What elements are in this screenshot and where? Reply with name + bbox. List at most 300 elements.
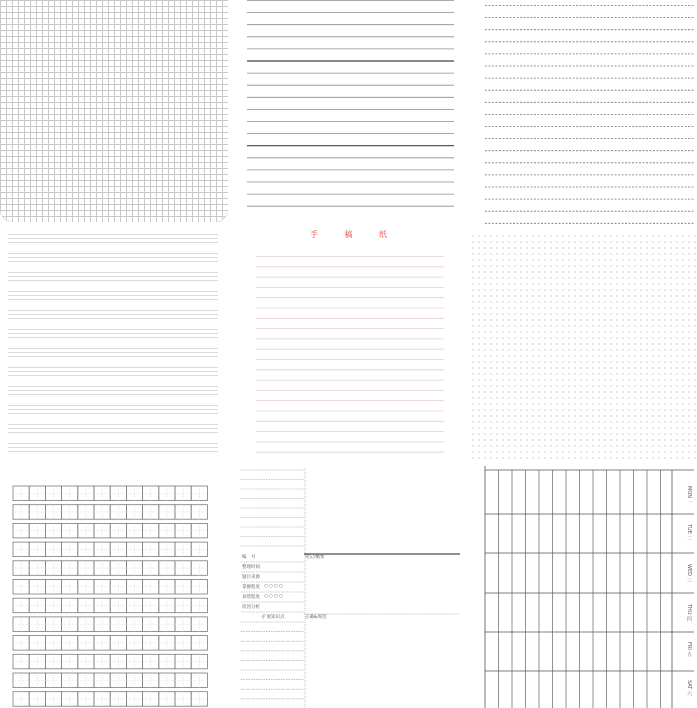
grid-dot [592, 337, 593, 338]
grid-dot [508, 271, 509, 272]
grid-dot [478, 355, 479, 356]
grid-dot [682, 307, 683, 308]
grid-dot [568, 337, 569, 338]
grid-dot [508, 421, 509, 422]
grid-dot [556, 367, 557, 368]
grid-dot [682, 451, 683, 452]
grid-dot [610, 415, 611, 416]
grid-dot [502, 331, 503, 332]
grid-dot [676, 319, 677, 320]
grid-dot [634, 403, 635, 404]
grid-dot [496, 349, 497, 350]
grid-dot [610, 391, 611, 392]
grid-dot [490, 301, 491, 302]
grid-dot [478, 265, 479, 266]
square-grid-template[interactable] [0, 0, 228, 222]
grid-dot [484, 337, 485, 338]
grid-dot [532, 235, 533, 236]
grid-dot [628, 451, 629, 452]
grid-dot [574, 277, 575, 278]
grid-dot [646, 397, 647, 398]
grid-dot [628, 277, 629, 278]
grid-dot [580, 349, 581, 350]
grid-dot [556, 421, 557, 422]
grid-dot [508, 451, 509, 452]
ruled-lines-template[interactable] [247, 0, 454, 210]
grid-dot [526, 295, 527, 296]
grid-dot [634, 355, 635, 356]
grid-dot [484, 391, 485, 392]
grid-dot [484, 367, 485, 368]
grid-dot [532, 253, 533, 254]
grid-dot [592, 247, 593, 248]
grid-dot [550, 337, 551, 338]
grid-dot [598, 277, 599, 278]
grid-dot [670, 355, 671, 356]
manuscript-paper-template[interactable] [246, 226, 451, 461]
grid-dot [592, 421, 593, 422]
dot-grid-template[interactable] [470, 232, 697, 462]
grid-dot [640, 247, 641, 248]
grid-dot [646, 427, 647, 428]
grid-dot [496, 247, 497, 248]
grid-dot [538, 391, 539, 392]
grid-dot [604, 265, 605, 266]
cornell-notes-template[interactable] [238, 464, 462, 708]
grid-dot [622, 367, 623, 368]
grid-dot [652, 319, 653, 320]
grid-dot [526, 271, 527, 272]
grid-dot [514, 337, 515, 338]
grid-dot [556, 343, 557, 344]
grid-dot [478, 331, 479, 332]
grid-dot [634, 319, 635, 320]
grid-dot [544, 343, 545, 344]
grid-dot [532, 247, 533, 248]
grid-dot [472, 427, 473, 428]
grid-dot [640, 283, 641, 284]
grid-dot [616, 421, 617, 422]
grid-dot [502, 319, 503, 320]
grid-dot [550, 235, 551, 236]
grid-dot [646, 235, 647, 236]
grid-dot [682, 253, 683, 254]
grid-dot [616, 433, 617, 434]
grid-dot [562, 241, 563, 242]
grid-dot [610, 319, 611, 320]
grid-dot [502, 343, 503, 344]
grid-dot [496, 343, 497, 344]
grid-dot [478, 325, 479, 326]
grid-dot [670, 385, 671, 386]
grid-dot [676, 343, 677, 344]
grid-dot [682, 325, 683, 326]
grid-dot [682, 379, 683, 380]
grid-dot [610, 235, 611, 236]
grid-dot [562, 445, 563, 446]
grid-dot [532, 265, 533, 266]
grid-dot [484, 343, 485, 344]
grid-dot [538, 427, 539, 428]
grid-dot [514, 325, 515, 326]
grid-dot [526, 319, 527, 320]
grid-dot [586, 259, 587, 260]
grid-dot [538, 355, 539, 356]
grid-dot [646, 385, 647, 386]
grid-dot [622, 373, 623, 374]
grid-dot [634, 409, 635, 410]
grid-dot [490, 409, 491, 410]
grid-dot [532, 451, 533, 452]
grid-dot [472, 409, 473, 410]
grid-dot [634, 283, 635, 284]
grid-dot [538, 397, 539, 398]
grid-dot [586, 439, 587, 440]
grid-dot [640, 319, 641, 320]
grid-dot [526, 457, 527, 458]
weekly-planner-template[interactable] [484, 466, 697, 708]
grid-dot [514, 259, 515, 260]
grid-dot [502, 391, 503, 392]
grid-dot [616, 307, 617, 308]
grid-dot [502, 283, 503, 284]
grid-dot [658, 409, 659, 410]
grid-dot [484, 355, 485, 356]
grid-dot [538, 301, 539, 302]
grid-dot [616, 253, 617, 254]
grid-dot [598, 385, 599, 386]
grid-dot [496, 409, 497, 410]
grid-dot [676, 265, 677, 266]
grid-dot [682, 361, 683, 362]
grid-dot [640, 409, 641, 410]
grid-dot [502, 361, 503, 362]
grid-dot [502, 427, 503, 428]
grid-dot [682, 409, 683, 410]
grid-dot [484, 451, 485, 452]
grid-dot [598, 319, 599, 320]
grid-dot [604, 259, 605, 260]
grid-dot [670, 349, 671, 350]
grid-dot [640, 457, 641, 458]
grid-dot [670, 307, 671, 308]
grid-dot [508, 265, 509, 266]
grid-dot [508, 349, 509, 350]
grid-dot [568, 271, 569, 272]
grid-dot [580, 313, 581, 314]
grid-dot [538, 409, 539, 410]
cornell-extend-label: 扩展知识点 [262, 615, 285, 620]
grid-dot [688, 247, 689, 248]
grid-dot [520, 355, 521, 356]
grid-dot [496, 277, 497, 278]
grid-dot [688, 325, 689, 326]
grid-dot [694, 271, 695, 272]
grid-dot [484, 331, 485, 332]
multi-ruled-template[interactable] [8, 232, 218, 460]
grid-dot [502, 337, 503, 338]
grid-dot [622, 253, 623, 254]
grid-dot [622, 259, 623, 260]
grid-dot [616, 349, 617, 350]
grid-dot [622, 325, 623, 326]
grid-dot [514, 295, 515, 296]
manuscript-title: 手 稿 纸 [309, 230, 400, 239]
grid-dot [694, 289, 695, 290]
grid-dot [604, 361, 605, 362]
tianzige-template[interactable] [10, 482, 215, 708]
grid-dot [502, 373, 503, 374]
grid-dot [526, 307, 527, 308]
grid-dot [544, 409, 545, 410]
grid-dot [646, 241, 647, 242]
grid-dot [514, 391, 515, 392]
grid-dot [532, 445, 533, 446]
grid-dot [634, 457, 635, 458]
grid-dot [664, 391, 665, 392]
grid-dot [532, 331, 533, 332]
grid-dot [604, 277, 605, 278]
grid-dot [520, 301, 521, 302]
grid-dot [574, 373, 575, 374]
grid-dot [568, 253, 569, 254]
grid-dot [682, 295, 683, 296]
grid-dot [490, 451, 491, 452]
grid-dot [646, 439, 647, 440]
grid-dot [508, 301, 509, 302]
grid-dot [550, 313, 551, 314]
grid-dot [472, 325, 473, 326]
grid-dot [658, 403, 659, 404]
grid-dot [520, 445, 521, 446]
grid-dot [592, 313, 593, 314]
grid-dot [610, 349, 611, 350]
grid-dot [544, 241, 545, 242]
grid-dot [652, 367, 653, 368]
grid-dot [574, 295, 575, 296]
grid-dot [688, 445, 689, 446]
grid-dot [520, 319, 521, 320]
grid-dot [574, 235, 575, 236]
grid-dot [514, 319, 515, 320]
grid-dot [652, 265, 653, 266]
grid-dot [568, 343, 569, 344]
grid-dot [652, 301, 653, 302]
grid-dot [646, 259, 647, 260]
grid-dot [622, 271, 623, 272]
grid-dot [532, 415, 533, 416]
grid-dot [604, 301, 605, 302]
grid-dot [562, 265, 563, 266]
grid-dot [592, 403, 593, 404]
grid-dot [694, 373, 695, 374]
grid-dot [670, 241, 671, 242]
grid-dot [592, 451, 593, 452]
grid-dot [520, 343, 521, 344]
grid-dot [622, 313, 623, 314]
grid-dot [502, 457, 503, 458]
grid-dot [586, 301, 587, 302]
grid-dot [490, 367, 491, 368]
grid-dot [634, 379, 635, 380]
grid-dot [628, 391, 629, 392]
grid-dot [646, 301, 647, 302]
grid-dot [496, 283, 497, 284]
grid-dot [478, 379, 479, 380]
grid-dot [610, 367, 611, 368]
grid-dot [496, 445, 497, 446]
grid-dot [586, 427, 587, 428]
grid-dot [556, 331, 557, 332]
grid-dot [574, 247, 575, 248]
grid-dot [568, 415, 569, 416]
grid-dot [694, 451, 695, 452]
grid-dot [616, 355, 617, 356]
ruled-lines-sheet [247, 0, 454, 210]
grid-dot [652, 241, 653, 242]
grid-dot [478, 301, 479, 302]
grid-dot [604, 313, 605, 314]
grid-dot [502, 271, 503, 272]
grid-dot [676, 451, 677, 452]
grid-dot [520, 439, 521, 440]
grid-dot [592, 289, 593, 290]
grid-dot [580, 271, 581, 272]
grid-dot [502, 415, 503, 416]
grid-dot [544, 457, 545, 458]
dashed-lines-template[interactable] [485, 0, 695, 228]
grid-dot [640, 421, 641, 422]
grid-dot [646, 433, 647, 434]
grid-dot [574, 253, 575, 254]
grid-dot [676, 397, 677, 398]
grid-dot [670, 445, 671, 446]
grid-dot [652, 337, 653, 338]
grid-dot [694, 301, 695, 302]
grid-dot [550, 457, 551, 458]
grid-dot [604, 241, 605, 242]
grid-dot [544, 277, 545, 278]
grid-dot [538, 451, 539, 452]
grid-dot [598, 367, 599, 368]
grid-dot [538, 325, 539, 326]
grid-dot [658, 349, 659, 350]
grid-dot [592, 439, 593, 440]
grid-dot [568, 301, 569, 302]
grid-dot [520, 241, 521, 242]
grid-dot [694, 331, 695, 332]
grid-dot [676, 421, 677, 422]
grid-dot [622, 343, 623, 344]
grid-dot [526, 409, 527, 410]
grid-dot [472, 349, 473, 350]
grid-dot [676, 289, 677, 290]
grid-dot [526, 343, 527, 344]
grid-dot [676, 439, 677, 440]
grid-dot [652, 445, 653, 446]
grid-dot [694, 319, 695, 320]
grid-dot [694, 415, 695, 416]
grid-dot [544, 307, 545, 308]
grid-dot [682, 331, 683, 332]
grid-dot [592, 259, 593, 260]
grid-dot [682, 319, 683, 320]
grid-dot [688, 433, 689, 434]
grid-dot [556, 457, 557, 458]
grid-dot [550, 241, 551, 242]
grid-dot [664, 445, 665, 446]
grid-dot [586, 445, 587, 446]
grid-dot [484, 241, 485, 242]
grid-dot [640, 379, 641, 380]
grid-dot [580, 277, 581, 278]
grid-dot [478, 421, 479, 422]
grid-dot [484, 271, 485, 272]
grid-dot [670, 295, 671, 296]
grid-dot [526, 427, 527, 428]
grid-dot [682, 457, 683, 458]
grid-dot [484, 307, 485, 308]
grid-dot [526, 241, 527, 242]
grid-dot [490, 247, 491, 248]
grid-dot [568, 283, 569, 284]
grid-dot [526, 439, 527, 440]
grid-dot [568, 247, 569, 248]
grid-dot [556, 247, 557, 248]
grid-dot [640, 445, 641, 446]
grid-dot [634, 421, 635, 422]
grid-dot [598, 409, 599, 410]
grid-dot [658, 457, 659, 458]
grid-dot [478, 253, 479, 254]
grid-dot [562, 271, 563, 272]
grid-dot [646, 445, 647, 446]
grid-dot [694, 409, 695, 410]
grid-dot [688, 289, 689, 290]
grid-dot [508, 367, 509, 368]
grid-dot [622, 397, 623, 398]
grid-dot [502, 421, 503, 422]
grid-dot [496, 325, 497, 326]
grid-dot [616, 457, 617, 458]
grid-dot [688, 421, 689, 422]
grid-dot [676, 361, 677, 362]
grid-dot [496, 319, 497, 320]
grid-dot [664, 295, 665, 296]
grid-dot [478, 445, 479, 446]
grid-dot [616, 403, 617, 404]
grid-dot [652, 271, 653, 272]
grid-dot [544, 439, 545, 440]
grid-dot [610, 307, 611, 308]
grid-dot [688, 415, 689, 416]
grid-dot [640, 373, 641, 374]
grid-dot [562, 307, 563, 308]
grid-dot [670, 283, 671, 284]
grid-dot [670, 313, 671, 314]
grid-dot [688, 313, 689, 314]
grid-dot [694, 355, 695, 356]
grid-dot [688, 259, 689, 260]
grid-dot [550, 319, 551, 320]
grid-dot [658, 439, 659, 440]
grid-dot [652, 361, 653, 362]
grid-dot [520, 265, 521, 266]
grid-dot [544, 253, 545, 254]
grid-dot [604, 457, 605, 458]
grid-dot [634, 277, 635, 278]
grid-dot [544, 271, 545, 272]
